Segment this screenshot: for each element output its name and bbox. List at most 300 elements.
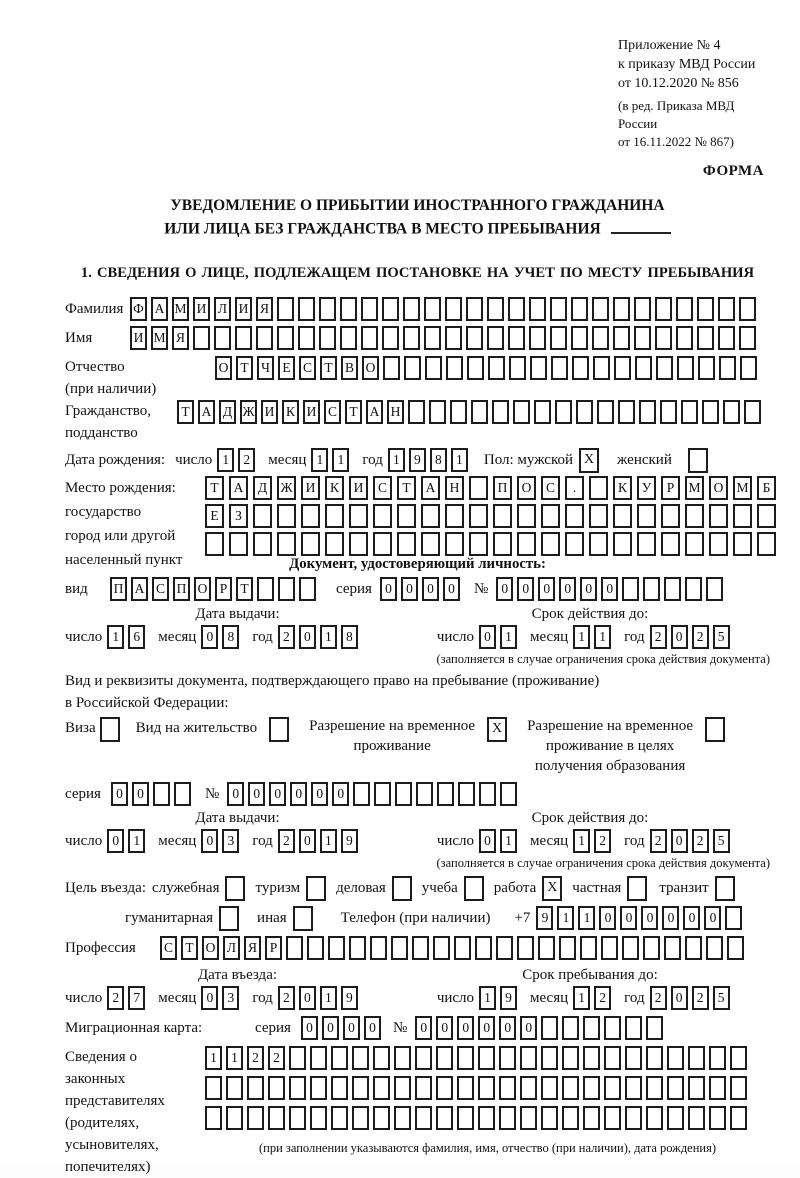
char-cell[interactable]	[550, 326, 567, 350]
char-cell[interactable]	[571, 326, 588, 350]
char-cell[interactable]	[676, 297, 693, 321]
char-cell[interactable]: 0	[248, 782, 265, 806]
char-cell[interactable]	[446, 356, 463, 380]
char-cell[interactable]: Ж	[277, 476, 296, 500]
char-cell[interactable]	[646, 1076, 663, 1100]
char-cell[interactable]: 8	[341, 625, 358, 649]
char-cell[interactable]	[391, 936, 408, 960]
char-cell[interactable]	[709, 1106, 726, 1130]
char-cell[interactable]	[383, 356, 400, 380]
char-cell[interactable]: 3	[222, 829, 239, 853]
phone-input[interactable]	[536, 906, 746, 930]
char-cell[interactable]	[253, 532, 272, 556]
char-cell[interactable]: 1	[594, 625, 611, 649]
char-cell[interactable]: 3	[222, 986, 239, 1010]
char-cell[interactable]	[397, 532, 416, 556]
char-cell[interactable]	[277, 326, 294, 350]
char-cell[interactable]	[635, 356, 652, 380]
char-cell[interactable]: 2	[650, 986, 667, 1010]
profession-input[interactable]	[160, 936, 748, 960]
char-cell[interactable]: Я	[244, 936, 261, 960]
char-cell[interactable]: С	[373, 476, 392, 500]
char-cell[interactable]	[744, 400, 761, 424]
char-cell[interactable]	[718, 297, 735, 321]
char-cell[interactable]	[458, 782, 475, 806]
char-cell[interactable]: П	[493, 476, 512, 500]
char-cell[interactable]: И	[301, 476, 320, 500]
char-cell[interactable]	[562, 1106, 579, 1130]
char-cell[interactable]	[499, 1076, 516, 1100]
char-cell[interactable]	[709, 532, 728, 556]
char-cell[interactable]	[613, 326, 630, 350]
char-cell[interactable]: 0	[457, 1016, 474, 1040]
char-cell[interactable]: 5	[713, 625, 730, 649]
char-cell[interactable]: В	[341, 356, 358, 380]
char-cell[interactable]	[382, 326, 399, 350]
entry-day-input[interactable]	[107, 986, 149, 1010]
char-cell[interactable]	[604, 1046, 621, 1070]
char-cell[interactable]	[445, 326, 462, 350]
checkbox-residence-permit[interactable]	[269, 717, 289, 742]
char-cell[interactable]: 0	[683, 906, 700, 930]
char-cell[interactable]	[541, 532, 560, 556]
char-cell[interactable]: О	[517, 476, 536, 500]
char-cell[interactable]: 0	[299, 829, 316, 853]
char-cell[interactable]	[550, 297, 567, 321]
char-cell[interactable]	[634, 326, 651, 350]
char-cell[interactable]: Ч	[257, 356, 274, 380]
char-cell[interactable]: 1	[217, 448, 234, 472]
char-cell[interactable]: 0	[322, 1016, 339, 1040]
char-cell[interactable]: 1	[332, 448, 349, 472]
stay-until-day-input[interactable]	[479, 986, 521, 1010]
char-cell[interactable]: 1	[557, 906, 574, 930]
char-cell[interactable]	[529, 326, 546, 350]
char-cell[interactable]: 0	[599, 906, 616, 930]
char-cell[interactable]: Л	[223, 936, 240, 960]
char-cell[interactable]	[643, 936, 660, 960]
char-cell[interactable]	[340, 297, 357, 321]
char-cell[interactable]	[421, 504, 440, 528]
char-cell[interactable]: .	[565, 476, 584, 500]
birth-place-row1-input[interactable]	[205, 476, 781, 500]
char-cell[interactable]	[436, 1046, 453, 1070]
char-cell[interactable]	[361, 326, 378, 350]
char-cell[interactable]	[437, 782, 454, 806]
char-cell[interactable]	[597, 400, 614, 424]
char-cell[interactable]: 1	[573, 625, 590, 649]
char-cell[interactable]: 0	[580, 577, 597, 601]
char-cell[interactable]	[509, 356, 526, 380]
char-cell[interactable]: Ф	[130, 297, 147, 321]
char-cell[interactable]	[205, 1076, 222, 1100]
doc-kind-input[interactable]	[110, 577, 320, 601]
char-cell[interactable]	[421, 532, 440, 556]
char-cell[interactable]	[325, 504, 344, 528]
checkbox-female[interactable]	[688, 448, 708, 473]
char-cell[interactable]: 2	[692, 625, 709, 649]
stay-until-month-input[interactable]	[573, 986, 615, 1010]
char-cell[interactable]: 0	[201, 829, 218, 853]
char-cell[interactable]	[517, 504, 536, 528]
char-cell[interactable]	[541, 1076, 558, 1100]
char-cell[interactable]	[613, 297, 630, 321]
char-cell[interactable]: Т	[320, 356, 337, 380]
char-cell[interactable]: 0	[443, 577, 460, 601]
char-cell[interactable]	[370, 936, 387, 960]
char-cell[interactable]: 0	[299, 625, 316, 649]
char-cell[interactable]: 2	[278, 986, 295, 1010]
char-cell[interactable]: 0	[671, 986, 688, 1010]
char-cell[interactable]: С	[541, 476, 560, 500]
checkbox-official[interactable]	[225, 876, 245, 901]
char-cell[interactable]	[153, 782, 170, 806]
char-cell[interactable]: 0	[479, 625, 496, 649]
identity-issue-day-input[interactable]	[107, 625, 149, 649]
char-cell[interactable]: 0	[538, 577, 555, 601]
residence-issue-month-input[interactable]	[201, 829, 243, 853]
char-cell[interactable]	[268, 1106, 285, 1130]
char-cell[interactable]	[349, 532, 368, 556]
char-cell[interactable]: Т	[236, 577, 253, 601]
identity-expiry-year-input[interactable]	[650, 625, 734, 649]
char-cell[interactable]	[415, 1106, 432, 1130]
char-cell[interactable]: И	[261, 400, 278, 424]
char-cell[interactable]: 1	[578, 906, 595, 930]
char-cell[interactable]	[551, 356, 568, 380]
char-cell[interactable]	[589, 532, 608, 556]
char-cell[interactable]: 9	[341, 829, 358, 853]
char-cell[interactable]: И	[193, 297, 210, 321]
char-cell[interactable]: Р	[215, 577, 232, 601]
char-cell[interactable]	[667, 1106, 684, 1130]
char-cell[interactable]: 0	[601, 577, 618, 601]
char-cell[interactable]	[488, 356, 505, 380]
char-cell[interactable]	[277, 504, 296, 528]
char-cell[interactable]	[373, 1046, 390, 1070]
char-cell[interactable]	[424, 326, 441, 350]
char-cell[interactable]	[739, 297, 756, 321]
char-cell[interactable]: 0	[671, 829, 688, 853]
char-cell[interactable]	[559, 936, 576, 960]
char-cell[interactable]	[520, 1106, 537, 1130]
char-cell[interactable]	[580, 936, 597, 960]
char-cell[interactable]: П	[110, 577, 127, 601]
char-cell[interactable]	[709, 504, 728, 528]
char-cell[interactable]	[478, 1076, 495, 1100]
char-cell[interactable]: 0	[290, 782, 307, 806]
char-cell[interactable]: 1	[311, 448, 328, 472]
char-cell[interactable]: 8	[430, 448, 447, 472]
char-cell[interactable]	[479, 782, 496, 806]
char-cell[interactable]: 0	[479, 829, 496, 853]
char-cell[interactable]	[530, 356, 547, 380]
char-cell[interactable]	[310, 1076, 327, 1100]
char-cell[interactable]	[325, 532, 344, 556]
char-cell[interactable]	[646, 1106, 663, 1130]
char-cell[interactable]	[625, 1106, 642, 1130]
birth-place-row3-input[interactable]	[205, 532, 781, 556]
char-cell[interactable]: З	[229, 504, 248, 528]
char-cell[interactable]	[174, 782, 191, 806]
char-cell[interactable]: 2	[650, 625, 667, 649]
char-cell[interactable]	[301, 504, 320, 528]
char-cell[interactable]: 0	[227, 782, 244, 806]
char-cell[interactable]: Я	[172, 326, 189, 350]
char-cell[interactable]: 2	[278, 829, 295, 853]
char-cell[interactable]: У	[637, 476, 656, 500]
checkbox-work[interactable]: X	[542, 876, 562, 901]
checkbox-temp-residence-permit[interactable]: X	[487, 717, 507, 742]
char-cell[interactable]: С	[324, 400, 341, 424]
char-cell[interactable]	[740, 356, 757, 380]
char-cell[interactable]	[685, 504, 704, 528]
char-cell[interactable]	[618, 400, 635, 424]
char-cell[interactable]: Д	[219, 400, 236, 424]
checkbox-transit[interactable]	[715, 876, 735, 901]
char-cell[interactable]: А	[198, 400, 215, 424]
birth-month-input[interactable]	[311, 448, 353, 472]
char-cell[interactable]: Т	[181, 936, 198, 960]
char-cell[interactable]	[382, 297, 399, 321]
char-cell[interactable]	[471, 400, 488, 424]
char-cell[interactable]	[660, 400, 677, 424]
char-cell[interactable]: 2	[594, 829, 611, 853]
char-cell[interactable]	[404, 356, 421, 380]
char-cell[interactable]	[604, 1076, 621, 1100]
char-cell[interactable]: 1	[320, 625, 337, 649]
char-cell[interactable]	[583, 1076, 600, 1100]
char-cell[interactable]	[214, 326, 231, 350]
checkbox-visa[interactable]	[100, 717, 120, 742]
char-cell[interactable]	[397, 504, 416, 528]
char-cell[interactable]: С	[152, 577, 169, 601]
checkbox-business[interactable]	[392, 876, 412, 901]
char-cell[interactable]	[353, 782, 370, 806]
entry-year-input[interactable]	[278, 986, 362, 1010]
char-cell[interactable]: С	[160, 936, 177, 960]
char-cell[interactable]	[697, 326, 714, 350]
char-cell[interactable]: 1	[388, 448, 405, 472]
char-cell[interactable]: А	[151, 297, 168, 321]
char-cell[interactable]	[646, 1016, 663, 1040]
char-cell[interactable]	[664, 936, 681, 960]
char-cell[interactable]	[571, 297, 588, 321]
char-cell[interactable]	[562, 1076, 579, 1100]
char-cell[interactable]: 0	[559, 577, 576, 601]
char-cell[interactable]: 0	[496, 577, 513, 601]
char-cell[interactable]	[408, 400, 425, 424]
char-cell[interactable]	[299, 577, 316, 601]
char-cell[interactable]: 2	[247, 1046, 264, 1070]
char-cell[interactable]: 2	[278, 625, 295, 649]
char-cell[interactable]	[688, 1046, 705, 1070]
char-cell[interactable]: 0	[111, 782, 128, 806]
char-cell[interactable]	[593, 356, 610, 380]
residence-expiry-year-input[interactable]	[650, 829, 734, 853]
char-cell[interactable]	[520, 1076, 537, 1100]
char-cell[interactable]	[718, 326, 735, 350]
char-cell[interactable]: 1	[226, 1046, 243, 1070]
char-cell[interactable]	[688, 1106, 705, 1130]
char-cell[interactable]: И	[303, 400, 320, 424]
char-cell[interactable]	[373, 1106, 390, 1130]
checkbox-tourism[interactable]	[306, 876, 326, 901]
char-cell[interactable]	[604, 1106, 621, 1130]
char-cell[interactable]	[733, 532, 752, 556]
char-cell[interactable]	[508, 326, 525, 350]
char-cell[interactable]	[643, 577, 660, 601]
char-cell[interactable]	[676, 326, 693, 350]
checkbox-study[interactable]	[464, 876, 484, 901]
char-cell[interactable]	[229, 532, 248, 556]
char-cell[interactable]: Т	[345, 400, 362, 424]
char-cell[interactable]: 5	[713, 829, 730, 853]
char-cell[interactable]	[433, 936, 450, 960]
char-cell[interactable]: 9	[536, 906, 553, 930]
char-cell[interactable]	[613, 504, 632, 528]
char-cell[interactable]	[725, 906, 742, 930]
char-cell[interactable]: Т	[236, 356, 253, 380]
residence-series-input[interactable]	[111, 782, 195, 806]
char-cell[interactable]	[415, 1046, 432, 1070]
representatives-row3-input[interactable]	[205, 1106, 770, 1130]
char-cell[interactable]: 1	[107, 625, 124, 649]
birth-year-input[interactable]	[388, 448, 472, 472]
char-cell[interactable]	[697, 297, 714, 321]
char-cell[interactable]	[289, 1106, 306, 1130]
char-cell[interactable]	[424, 297, 441, 321]
char-cell[interactable]	[625, 1016, 642, 1040]
char-cell[interactable]: 2	[650, 829, 667, 853]
char-cell[interactable]	[412, 936, 429, 960]
char-cell[interactable]: М	[172, 297, 189, 321]
char-cell[interactable]	[205, 1106, 222, 1130]
char-cell[interactable]	[639, 400, 656, 424]
char-cell[interactable]	[614, 356, 631, 380]
char-cell[interactable]	[394, 1076, 411, 1100]
char-cell[interactable]	[702, 400, 719, 424]
residence-issue-year-input[interactable]	[278, 829, 362, 853]
char-cell[interactable]: 0	[311, 782, 328, 806]
char-cell[interactable]	[349, 936, 366, 960]
checkbox-edu-residence-permit[interactable]	[705, 717, 725, 742]
entry-month-input[interactable]	[201, 986, 243, 1010]
char-cell[interactable]	[583, 1046, 600, 1070]
patronymic-input[interactable]	[215, 356, 761, 380]
char-cell[interactable]: К	[282, 400, 299, 424]
char-cell[interactable]	[277, 532, 296, 556]
char-cell[interactable]: Я	[256, 297, 273, 321]
char-cell[interactable]	[565, 532, 584, 556]
char-cell[interactable]: П	[173, 577, 190, 601]
char-cell[interactable]	[637, 504, 656, 528]
char-cell[interactable]	[541, 1106, 558, 1130]
char-cell[interactable]: Р	[661, 476, 680, 500]
char-cell[interactable]: Т	[397, 476, 416, 500]
char-cell[interactable]	[310, 1046, 327, 1070]
char-cell[interactable]	[394, 1106, 411, 1130]
char-cell[interactable]	[415, 1076, 432, 1100]
char-cell[interactable]	[436, 1106, 453, 1130]
char-cell[interactable]: 0	[499, 1016, 516, 1040]
char-cell[interactable]	[469, 504, 488, 528]
migration-series-input[interactable]	[301, 1016, 385, 1040]
char-cell[interactable]	[719, 356, 736, 380]
char-cell[interactable]	[331, 1076, 348, 1100]
char-cell[interactable]	[661, 504, 680, 528]
char-cell[interactable]	[667, 1076, 684, 1100]
char-cell[interactable]	[319, 297, 336, 321]
char-cell[interactable]: Б	[757, 476, 776, 500]
char-cell[interactable]: 1	[320, 829, 337, 853]
char-cell[interactable]	[235, 326, 252, 350]
char-cell[interactable]: 9	[500, 986, 517, 1010]
char-cell[interactable]	[664, 577, 681, 601]
char-cell[interactable]	[429, 400, 446, 424]
char-cell[interactable]: 0	[401, 577, 418, 601]
char-cell[interactable]	[592, 297, 609, 321]
char-cell[interactable]	[277, 297, 294, 321]
char-cell[interactable]: 0	[201, 625, 218, 649]
char-cell[interactable]: 1	[320, 986, 337, 1010]
char-cell[interactable]	[226, 1106, 243, 1130]
char-cell[interactable]: 2	[692, 829, 709, 853]
char-cell[interactable]	[739, 326, 756, 350]
char-cell[interactable]	[475, 936, 492, 960]
char-cell[interactable]: Т	[205, 476, 224, 500]
char-cell[interactable]	[310, 1106, 327, 1130]
char-cell[interactable]: 8	[222, 625, 239, 649]
char-cell[interactable]	[340, 326, 357, 350]
checkbox-other[interactable]	[293, 906, 313, 931]
char-cell[interactable]	[706, 936, 723, 960]
char-cell[interactable]	[226, 1076, 243, 1100]
char-cell[interactable]: 0	[380, 577, 397, 601]
char-cell[interactable]	[394, 1046, 411, 1070]
char-cell[interactable]: 1	[479, 986, 496, 1010]
char-cell[interactable]	[520, 1046, 537, 1070]
checkbox-private[interactable]	[627, 876, 647, 901]
char-cell[interactable]	[205, 532, 224, 556]
char-cell[interactable]: 0	[269, 782, 286, 806]
representatives-row2-input[interactable]	[205, 1076, 770, 1100]
char-cell[interactable]	[730, 1076, 747, 1100]
char-cell[interactable]: Е	[205, 504, 224, 528]
char-cell[interactable]	[698, 356, 715, 380]
char-cell[interactable]	[331, 1106, 348, 1130]
char-cell[interactable]	[730, 1046, 747, 1070]
char-cell[interactable]: 1	[451, 448, 468, 472]
char-cell[interactable]	[478, 1046, 495, 1070]
residence-number-input[interactable]	[227, 782, 521, 806]
char-cell[interactable]	[268, 1076, 285, 1100]
char-cell[interactable]: 1	[128, 829, 145, 853]
char-cell[interactable]: Р	[265, 936, 282, 960]
char-cell[interactable]: 2	[268, 1046, 285, 1070]
char-cell[interactable]	[634, 297, 651, 321]
char-cell[interactable]	[373, 532, 392, 556]
char-cell[interactable]	[403, 297, 420, 321]
char-cell[interactable]	[688, 1076, 705, 1100]
char-cell[interactable]: 1	[500, 625, 517, 649]
char-cell[interactable]	[655, 297, 672, 321]
char-cell[interactable]	[562, 1016, 579, 1040]
char-cell[interactable]: 2	[594, 986, 611, 1010]
stay-until-year-input[interactable]	[650, 986, 734, 1010]
char-cell[interactable]: Е	[278, 356, 295, 380]
char-cell[interactable]: И	[130, 326, 147, 350]
